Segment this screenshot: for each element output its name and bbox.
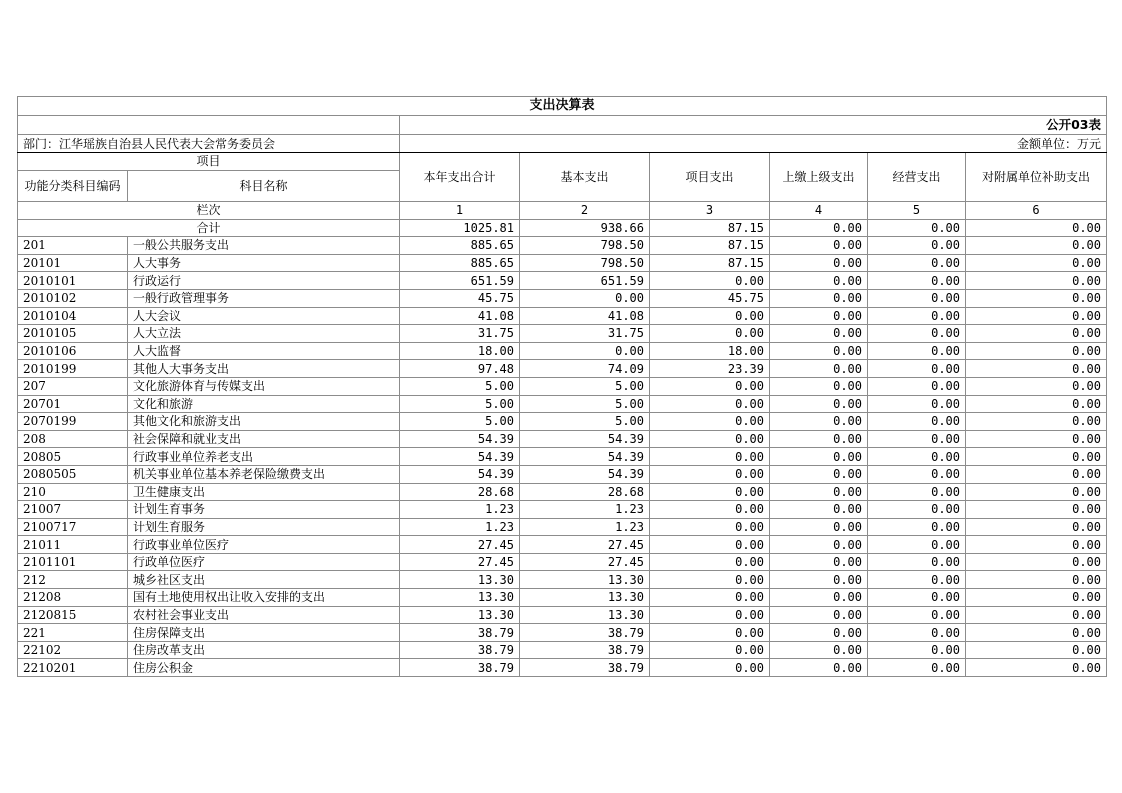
row-value: 0.00 (868, 465, 966, 483)
row-code: 2010105 (18, 325, 128, 343)
row-value: 651.59 (520, 272, 650, 290)
row-value: 1.23 (400, 501, 520, 519)
row-value: 0.00 (966, 483, 1107, 501)
row-value: 0.00 (650, 413, 770, 431)
row-value: 0.00 (650, 307, 770, 325)
row-name: 人大监督 (128, 342, 400, 360)
row-value: 5.00 (520, 377, 650, 395)
header-project-expense: 项目支出 (650, 153, 770, 202)
row-value: 13.30 (520, 606, 650, 624)
row-value: 13.30 (520, 589, 650, 607)
row-value: 38.79 (520, 624, 650, 642)
row-value: 0.00 (770, 606, 868, 624)
row-value: 13.30 (400, 589, 520, 607)
row-code: 2120815 (18, 606, 128, 624)
row-value: 0.00 (650, 395, 770, 413)
row-value: 18.00 (400, 342, 520, 360)
row-value: 27.45 (400, 553, 520, 571)
row-value: 0.00 (770, 589, 868, 607)
row-value: 87.15 (650, 254, 770, 272)
row-name: 社会保障和就业支出 (128, 430, 400, 448)
row-code: 22102 (18, 641, 128, 659)
header-business: 经营支出 (868, 153, 966, 202)
row-name: 其他人大事务支出 (128, 360, 400, 378)
row-value: 0.00 (650, 325, 770, 343)
table-row (18, 659, 1107, 677)
row-value: 0.00 (868, 272, 966, 290)
amount-unit: 金额单位：万元 (400, 135, 1107, 153)
row-value: 0.00 (868, 659, 966, 677)
total-label: 合计 (18, 219, 400, 237)
col-number: 2 (520, 202, 650, 220)
row-value: 0.00 (966, 430, 1107, 448)
row-value: 45.75 (650, 289, 770, 307)
row-name: 卫生健康支出 (128, 483, 400, 501)
row-name: 计划生育服务 (128, 518, 400, 536)
row-value: 38.79 (520, 641, 650, 659)
row-code: 21208 (18, 589, 128, 607)
row-value: 18.00 (650, 342, 770, 360)
row-name: 行政运行 (128, 272, 400, 290)
row-value: 0.00 (770, 395, 868, 413)
header-upper: 上缴上级支出 (770, 153, 868, 202)
header-project: 项目 (18, 153, 400, 171)
row-value: 54.39 (400, 448, 520, 466)
row-value: 54.39 (520, 430, 650, 448)
row-value: 0.00 (868, 483, 966, 501)
table-row (18, 360, 1107, 378)
row-value: 0.00 (966, 289, 1107, 307)
table-row (18, 237, 1107, 255)
row-value: 0.00 (868, 237, 966, 255)
header-subsidy: 对附属单位补助支出 (966, 153, 1107, 202)
row-value: 13.30 (400, 606, 520, 624)
row-value: 0.00 (966, 571, 1107, 589)
row-value: 0.00 (966, 237, 1107, 255)
row-value: 5.00 (400, 395, 520, 413)
row-value: 0.00 (650, 430, 770, 448)
row-name: 行政单位医疗 (128, 553, 400, 571)
row-value: 0.00 (966, 641, 1107, 659)
total-value: 0.00 (868, 219, 966, 237)
row-label: 栏次 (18, 202, 400, 220)
row-value: 28.68 (520, 483, 650, 501)
row-name: 行政事业单位养老支出 (128, 448, 400, 466)
row-name: 文化旅游体育与传媒支出 (128, 377, 400, 395)
row-value: 0.00 (650, 606, 770, 624)
table-row (18, 483, 1107, 501)
table-row (18, 589, 1107, 607)
row-value: 5.00 (400, 413, 520, 431)
blank-cell (18, 116, 400, 135)
row-value: 0.00 (966, 465, 1107, 483)
row-value: 0.00 (770, 553, 868, 571)
total-value: 1025.81 (400, 219, 520, 237)
row-value: 0.00 (770, 448, 868, 466)
row-code: 212 (18, 571, 128, 589)
row-value: 0.00 (868, 448, 966, 466)
row-value: 0.00 (770, 571, 868, 589)
table-row (18, 518, 1107, 536)
row-code: 210 (18, 483, 128, 501)
total-value: 0.00 (966, 219, 1107, 237)
row-value: 0.00 (966, 553, 1107, 571)
row-code: 2010104 (18, 307, 128, 325)
row-value: 0.00 (770, 307, 868, 325)
row-value: 0.00 (770, 413, 868, 431)
expenditure-table (17, 96, 1107, 677)
row-value: 0.00 (650, 553, 770, 571)
row-value: 5.00 (520, 413, 650, 431)
table-row (18, 553, 1107, 571)
total-value: 0.00 (770, 219, 868, 237)
row-value: 0.00 (770, 342, 868, 360)
row-value: 0.00 (868, 641, 966, 659)
row-value: 0.00 (868, 325, 966, 343)
table-row (18, 465, 1107, 483)
row-value: 0.00 (770, 465, 868, 483)
total-value: 87.15 (650, 219, 770, 237)
row-value: 0.00 (770, 624, 868, 642)
row-name: 人大会议 (128, 307, 400, 325)
row-value: 0.00 (868, 589, 966, 607)
row-value: 0.00 (770, 325, 868, 343)
row-name: 人大事务 (128, 254, 400, 272)
row-value: 0.00 (868, 254, 966, 272)
row-name: 农村社会事业支出 (128, 606, 400, 624)
row-value: 38.79 (520, 659, 650, 677)
table-row (18, 571, 1107, 589)
row-value: 0.00 (770, 360, 868, 378)
form-number: 公开03表 (400, 116, 1107, 135)
report-title: 支出决算表 (18, 97, 1107, 116)
table-row (18, 606, 1107, 624)
row-value: 0.00 (868, 289, 966, 307)
table-row (18, 395, 1107, 413)
table-row (18, 448, 1107, 466)
row-value: 0.00 (770, 536, 868, 554)
row-value: 97.48 (400, 360, 520, 378)
row-name: 计划生育事务 (128, 501, 400, 519)
row-value: 0.00 (650, 624, 770, 642)
row-value: 13.30 (400, 571, 520, 589)
row-value: 54.39 (400, 465, 520, 483)
expenditure-sheet (17, 96, 1106, 677)
row-code: 2010102 (18, 289, 128, 307)
table-row (18, 307, 1107, 325)
row-code: 2210201 (18, 659, 128, 677)
row-value: 0.00 (868, 413, 966, 431)
row-value: 0.00 (770, 377, 868, 395)
row-code: 2010101 (18, 272, 128, 290)
row-code: 207 (18, 377, 128, 395)
row-value: 0.00 (650, 272, 770, 290)
row-name: 文化和旅游 (128, 395, 400, 413)
row-value: 27.45 (400, 536, 520, 554)
row-value: 0.00 (966, 342, 1107, 360)
row-value: 38.79 (400, 624, 520, 642)
row-value: 1.23 (520, 501, 650, 519)
row-name: 住房保障支出 (128, 624, 400, 642)
row-value: 651.59 (400, 272, 520, 290)
row-name: 一般公共服务支出 (128, 237, 400, 255)
row-value: 0.00 (770, 254, 868, 272)
row-code: 208 (18, 430, 128, 448)
row-value: 0.00 (966, 536, 1107, 554)
row-value: 0.00 (650, 448, 770, 466)
row-value: 0.00 (966, 589, 1107, 607)
col-number: 1 (400, 202, 520, 220)
row-value: 0.00 (650, 483, 770, 501)
row-value: 0.00 (868, 395, 966, 413)
row-name: 住房改革支出 (128, 641, 400, 659)
row-value: 885.65 (400, 254, 520, 272)
total-row (18, 219, 1107, 237)
row-value: 0.00 (650, 641, 770, 659)
row-value: 0.00 (868, 430, 966, 448)
header-code: 功能分类科目编码 (18, 171, 128, 202)
row-value: 0.00 (966, 413, 1107, 431)
row-value: 798.50 (520, 254, 650, 272)
col-number: 5 (868, 202, 966, 220)
row-name: 一般行政管理事务 (128, 289, 400, 307)
row-value: 0.00 (520, 342, 650, 360)
row-value: 0.00 (650, 536, 770, 554)
row-value: 54.39 (520, 465, 650, 483)
row-value: 0.00 (966, 272, 1107, 290)
row-value: 0.00 (650, 465, 770, 483)
row-code: 2100717 (18, 518, 128, 536)
row-value: 28.68 (400, 483, 520, 501)
row-value: 0.00 (650, 501, 770, 519)
row-value: 54.39 (520, 448, 650, 466)
row-value: 1.23 (400, 518, 520, 536)
row-value: 0.00 (966, 395, 1107, 413)
row-value: 41.08 (400, 307, 520, 325)
row-value: 0.00 (868, 342, 966, 360)
row-value: 0.00 (650, 589, 770, 607)
row-value: 38.79 (400, 659, 520, 677)
table-row (18, 325, 1107, 343)
row-value: 0.00 (770, 659, 868, 677)
row-value: 0.00 (868, 606, 966, 624)
header-total: 本年支出合计 (400, 153, 520, 202)
row-code: 2080505 (18, 465, 128, 483)
row-value: 0.00 (770, 272, 868, 290)
row-value: 0.00 (770, 501, 868, 519)
row-value: 0.00 (966, 448, 1107, 466)
table-row (18, 501, 1107, 519)
row-value: 0.00 (966, 307, 1107, 325)
table-row (18, 641, 1107, 659)
department-label: 部门：江华瑶族自治县人民代表大会常务委员会 (18, 135, 400, 153)
col-number: 6 (966, 202, 1107, 220)
row-value: 41.08 (520, 307, 650, 325)
row-name: 行政事业单位医疗 (128, 536, 400, 554)
row-code: 201 (18, 237, 128, 255)
table-row (18, 254, 1107, 272)
row-value: 885.65 (400, 237, 520, 255)
row-value: 0.00 (770, 289, 868, 307)
row-value: 38.79 (400, 641, 520, 659)
row-value: 0.00 (966, 360, 1107, 378)
row-name: 机关事业单位基本养老保险缴费支出 (128, 465, 400, 483)
row-value: 0.00 (966, 377, 1107, 395)
table-row (18, 430, 1107, 448)
table-row (18, 272, 1107, 290)
row-value: 0.00 (868, 553, 966, 571)
row-name: 住房公积金 (128, 659, 400, 677)
row-value: 0.00 (966, 501, 1107, 519)
row-name: 城乡社区支出 (128, 571, 400, 589)
row-value: 0.00 (868, 624, 966, 642)
row-name: 其他文化和旅游支出 (128, 413, 400, 431)
row-value: 0.00 (868, 536, 966, 554)
row-value: 0.00 (966, 325, 1107, 343)
row-value: 0.00 (770, 518, 868, 536)
row-value: 1.23 (520, 518, 650, 536)
row-name: 国有土地使用权出让收入安排的支出 (128, 589, 400, 607)
table-row (18, 413, 1107, 431)
header-basic: 基本支出 (520, 153, 650, 202)
col-number: 3 (650, 202, 770, 220)
row-name: 人大立法 (128, 325, 400, 343)
row-value: 0.00 (650, 659, 770, 677)
total-value: 938.66 (520, 219, 650, 237)
table-row (18, 289, 1107, 307)
row-value: 0.00 (966, 659, 1107, 677)
row-value: 0.00 (868, 307, 966, 325)
table-row (18, 624, 1107, 642)
table-row (18, 536, 1107, 554)
row-value: 27.45 (520, 553, 650, 571)
row-code: 221 (18, 624, 128, 642)
row-code: 21007 (18, 501, 128, 519)
row-value: 87.15 (650, 237, 770, 255)
row-value: 0.00 (868, 501, 966, 519)
col-number: 4 (770, 202, 868, 220)
row-code: 2101101 (18, 553, 128, 571)
row-code: 20101 (18, 254, 128, 272)
row-value: 0.00 (966, 606, 1107, 624)
table-row (18, 342, 1107, 360)
row-value: 0.00 (770, 237, 868, 255)
row-code: 20701 (18, 395, 128, 413)
row-code: 21011 (18, 536, 128, 554)
row-value: 0.00 (966, 254, 1107, 272)
row-code: 2010106 (18, 342, 128, 360)
row-value: 0.00 (650, 518, 770, 536)
row-value: 0.00 (770, 641, 868, 659)
row-value: 0.00 (770, 483, 868, 501)
row-value: 5.00 (520, 395, 650, 413)
row-value: 0.00 (966, 518, 1107, 536)
row-value: 0.00 (770, 430, 868, 448)
row-code: 2070199 (18, 413, 128, 431)
row-value: 31.75 (520, 325, 650, 343)
row-value: 0.00 (868, 377, 966, 395)
row-value: 0.00 (650, 377, 770, 395)
row-value: 74.09 (520, 360, 650, 378)
row-value: 27.45 (520, 536, 650, 554)
row-value: 0.00 (868, 571, 966, 589)
row-code: 20805 (18, 448, 128, 466)
row-value: 0.00 (868, 360, 966, 378)
header-name: 科目名称 (128, 171, 400, 202)
row-value: 31.75 (400, 325, 520, 343)
table-row (18, 377, 1107, 395)
row-value: 54.39 (400, 430, 520, 448)
row-value: 0.00 (868, 518, 966, 536)
row-value: 0.00 (966, 624, 1107, 642)
row-value: 0.00 (650, 571, 770, 589)
row-value: 45.75 (400, 289, 520, 307)
row-code: 2010199 (18, 360, 128, 378)
row-value: 5.00 (400, 377, 520, 395)
row-value: 798.50 (520, 237, 650, 255)
row-value: 13.30 (520, 571, 650, 589)
row-value: 23.39 (650, 360, 770, 378)
row-value: 0.00 (520, 289, 650, 307)
